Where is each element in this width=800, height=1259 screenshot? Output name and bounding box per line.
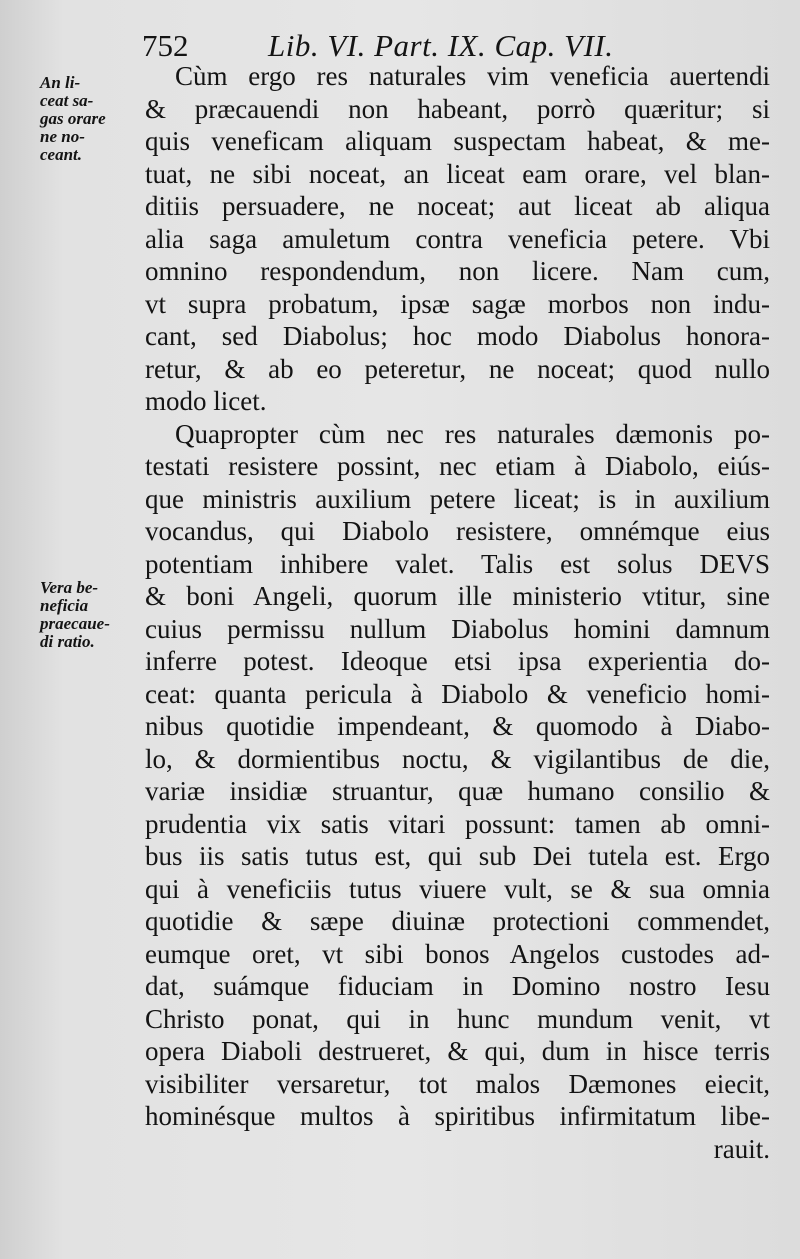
text-line: Christo ponat, qui in hunc mundum venit, vt xyxy=(145,1003,770,1034)
text-line: qui à veneficiis tutus viuere vult, se & sua omnia xyxy=(145,873,770,904)
text-line: testati resistere possint, nec etiam à Diabolo, eiús- xyxy=(145,451,770,481)
running-title: Lib. VI. Part. IX. Cap. VII. xyxy=(268,28,614,63)
text-line: quotidie & sæpe diuinæ protectioni commendet, xyxy=(145,906,770,936)
text-line: inferre potest. Ideoque etsi ipsa experientia do- xyxy=(145,646,770,676)
text-line: & præcauendi non habeant, porrò quæritur; si xyxy=(145,93,770,124)
text-line: alia saga amuletum contra veneficia petere. Vbi xyxy=(145,223,770,254)
text-line: vt supra probatum, ipsæ sagæ morbos non indu- xyxy=(145,288,770,319)
text-line: potentiam inhibere valet. Talis est solus DEVS xyxy=(145,548,770,579)
margin-note-line: Vera be- xyxy=(40,578,99,597)
text-line: cant, sed Diabolus; hoc modo Diabolus honora- xyxy=(145,321,770,351)
text-line: visibiliter versaretur, tot malos Dæmones eiecit, xyxy=(145,1068,770,1099)
text-line: dat, suámque fiduciam in Domino nostro Iesu xyxy=(145,971,770,1001)
text-line: bus iis satis tutus est, qui sub Dei tutela est. Ergo xyxy=(145,841,770,871)
text-line: Quapropter cùm nec res naturales dæmonis po- xyxy=(175,418,770,449)
margin-note-line: neficia xyxy=(40,596,89,615)
margin-note-line: praecaue- xyxy=(40,614,110,633)
margin-note-line: ne no- xyxy=(40,127,85,146)
margin-note-line: ceant. xyxy=(40,145,83,164)
margin-note-line: An li- xyxy=(40,73,81,92)
text-line: ditiis persuadere, ne noceat; aut liceat ab aliqua xyxy=(145,191,770,221)
text-line: Cùm ergo res naturales vim veneficia auertendi xyxy=(175,61,770,91)
text-line: rauit. xyxy=(713,1133,770,1164)
text-line: variæ insidiæ struantur, quæ humano consilio & xyxy=(145,776,770,806)
text-line: eumque oret, vt sibi bonos Angelos custodes ad- xyxy=(145,938,770,969)
margin-note-1 xyxy=(40,74,140,164)
text-line: prudentia vix satis vitari possunt: tamen ab omni- xyxy=(145,808,770,839)
text-line: modo licet. xyxy=(145,386,267,416)
margin-note-line: ceat sa- xyxy=(40,91,94,110)
margin-note-line: gas orare xyxy=(40,109,106,128)
text-line: hominésque multos à spiritibus infirmitatum libe- xyxy=(145,1101,770,1131)
text-line: que ministris auxilium petere liceat; is in auxilium xyxy=(145,483,770,514)
text-line: nibus quotidie impendeant, & quomodo à Diabo- xyxy=(145,711,770,741)
margin-note-line: di ratio. xyxy=(40,632,95,651)
text-line: vocandus, qui Diabolo resistere, omnémque eius xyxy=(145,516,770,546)
text-line: & boni Angeli, quorum ille ministerio vtitur, sine xyxy=(145,581,770,611)
text-line: cuius permissu nullum Diabolus homini damnum xyxy=(145,613,770,644)
text-line: retur, & ab eo peteretur, ne noceat; quod nullo xyxy=(145,353,770,384)
margin-note-2 xyxy=(40,579,140,651)
text-line: ceat: quanta pericula à Diabolo & veneficio homi- xyxy=(145,678,770,709)
page-number: 752 xyxy=(142,28,189,63)
text-line: tuat, ne sibi noceat, an liceat eam orare, vel blan- xyxy=(145,158,770,189)
text-line: opera Diaboli destrueret, & qui, dum in hisce terris xyxy=(145,1036,770,1066)
text-line: quis veneficam aliquam suspectam habeat, & me- xyxy=(145,126,770,156)
body-text xyxy=(145,60,770,1165)
text-line: omnino respondendum, non licere. Nam cum, xyxy=(145,256,770,286)
text-line: lo, & dormientibus noctu, & vigilantibus de die, xyxy=(145,743,770,774)
